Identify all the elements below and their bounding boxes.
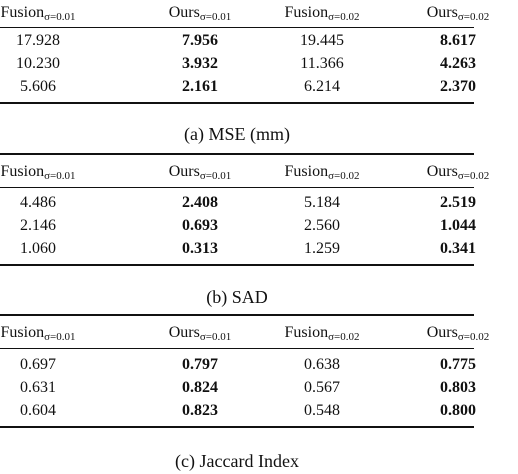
header-ours-002: Ours$_{\sigma=0.02}$ bbox=[426, 163, 490, 182]
table-row bbox=[0, 29, 474, 53]
table-cell: 0.604 bbox=[20, 402, 56, 419]
table-bottom-rule bbox=[0, 426, 474, 428]
table-row bbox=[0, 52, 474, 76]
table-cell-best: 0.823 bbox=[182, 402, 218, 419]
table-top-rule bbox=[0, 314, 474, 316]
table-cell-best: 2.408 bbox=[182, 194, 218, 211]
table-cell-best: 2.519 bbox=[440, 194, 476, 211]
table-cell: 0.631 bbox=[20, 379, 56, 396]
table-cell-best: 1.044 bbox=[440, 217, 476, 234]
table-row bbox=[0, 399, 474, 423]
table-cell: 11.366 bbox=[300, 55, 344, 72]
table-caption: (a) MSE (mm) bbox=[184, 124, 290, 144]
table-cell: 10.230 bbox=[16, 55, 60, 72]
table-top-rule bbox=[0, 153, 474, 155]
table-cell-best: 0.775 bbox=[440, 356, 476, 373]
table-cell-best: 0.313 bbox=[182, 240, 218, 257]
header-fusion-001: Fusion$_{\sigma=0.01}$ bbox=[0, 324, 76, 343]
table-cell-best: 0.797 bbox=[182, 356, 218, 373]
table-cell-best: 2.370 bbox=[440, 78, 476, 95]
header-fusion-002: Fusion$_{\sigma=0.02}$ bbox=[284, 163, 360, 182]
header-ours-001: Ours$_{\sigma=0.01}$ bbox=[168, 4, 232, 23]
table-row bbox=[0, 214, 474, 238]
table-cell-best: 8.617 bbox=[440, 32, 476, 49]
header-fusion-001: Fusion$_{\sigma=0.01}$ bbox=[0, 4, 76, 23]
table-cell-best: 0.800 bbox=[440, 402, 476, 419]
table-cell: 4.486 bbox=[20, 194, 56, 211]
table-cell: 19.445 bbox=[300, 32, 344, 49]
table-header-row bbox=[0, 160, 490, 184]
table-cell: 0.638 bbox=[304, 356, 340, 373]
table-row bbox=[0, 237, 474, 261]
table-cell: 1.060 bbox=[20, 240, 56, 257]
table-header-row bbox=[0, 1, 490, 25]
table-rule bbox=[0, 27, 474, 28]
table-cell-best: 0.824 bbox=[182, 379, 218, 396]
table-cell: 17.928 bbox=[16, 32, 60, 49]
table-cell: 1.259 bbox=[304, 240, 340, 257]
table-cell-best: 0.803 bbox=[440, 379, 476, 396]
table-caption: (b) SAD bbox=[206, 287, 268, 307]
table-cell-best: 7.956 bbox=[182, 32, 218, 49]
header-ours-002: Ours$_{\sigma=0.02}$ bbox=[426, 324, 490, 343]
header-fusion-001: Fusion$_{\sigma=0.01}$ bbox=[0, 163, 76, 182]
table-cell-best: 2.161 bbox=[182, 78, 218, 95]
table-row bbox=[0, 75, 474, 99]
table-header-row bbox=[0, 321, 490, 345]
table-row bbox=[0, 191, 474, 215]
table-cell-best: 0.693 bbox=[182, 217, 218, 234]
header-ours-001: Ours$_{\sigma=0.01}$ bbox=[168, 324, 232, 343]
table-cell: 2.560 bbox=[304, 217, 340, 234]
table-caption: (c) Jaccard Index bbox=[175, 451, 299, 471]
table-cell-best: 0.341 bbox=[440, 240, 476, 257]
table-cell: 6.214 bbox=[304, 78, 340, 95]
table-bottom-rule bbox=[0, 264, 474, 266]
table-cell: 0.567 bbox=[304, 379, 340, 396]
table-cell: 2.146 bbox=[20, 217, 56, 234]
table-cell: 5.606 bbox=[20, 78, 56, 95]
table-row bbox=[0, 376, 474, 400]
table-rule bbox=[0, 187, 474, 188]
table-cell-best: 3.932 bbox=[182, 55, 218, 72]
header-ours-002: Ours$_{\sigma=0.02}$ bbox=[426, 4, 490, 23]
table-cell: 0.697 bbox=[20, 356, 56, 373]
table-bottom-rule bbox=[0, 102, 474, 104]
header-fusion-002: Fusion$_{\sigma=0.02}$ bbox=[284, 324, 360, 343]
header-fusion-002: Fusion$_{\sigma=0.02}$ bbox=[284, 4, 360, 23]
table-row bbox=[0, 353, 474, 377]
table-cell: 0.548 bbox=[304, 402, 340, 419]
table-rule bbox=[0, 348, 474, 349]
table-cell-best: 4.263 bbox=[440, 55, 476, 72]
table-cell: 5.184 bbox=[304, 194, 340, 211]
header-ours-001: Ours$_{\sigma=0.01}$ bbox=[168, 163, 232, 182]
